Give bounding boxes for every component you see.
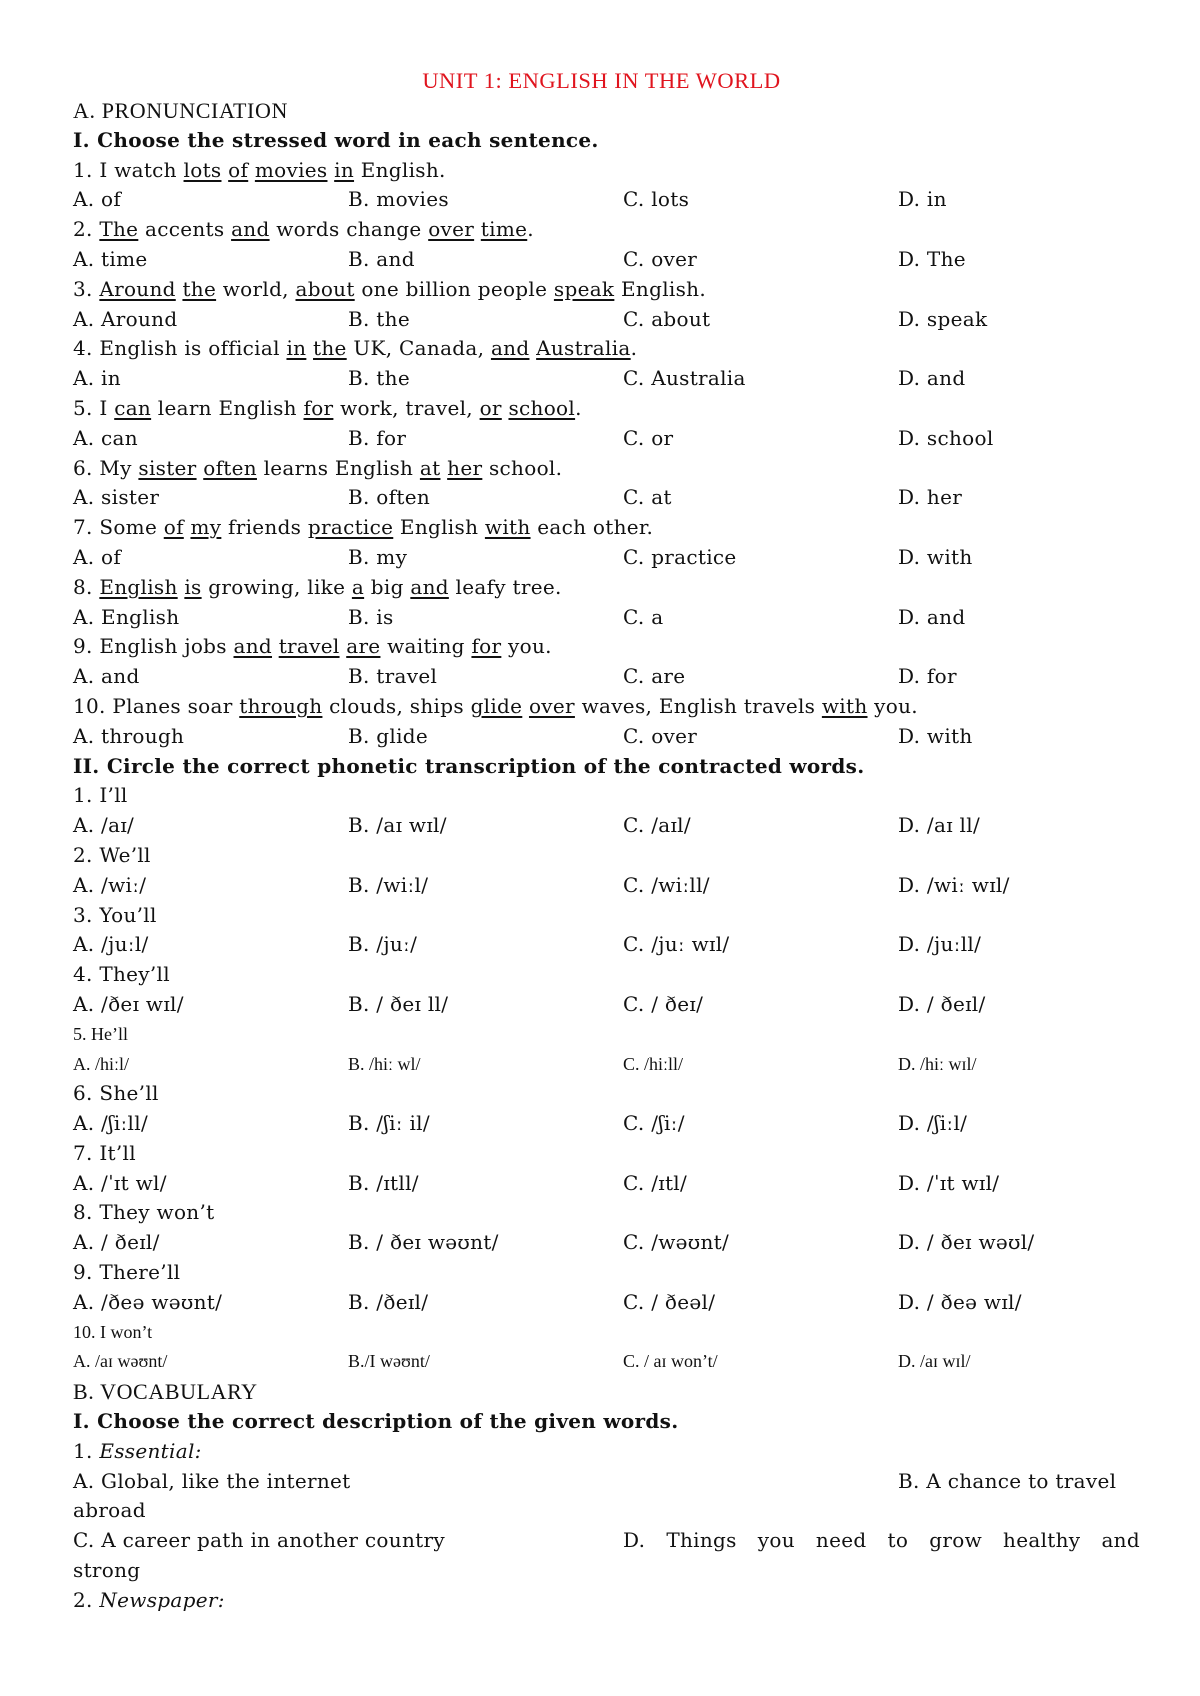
sentence-text: work, travel,: [333, 395, 480, 420]
option-b[interactable]: B. travel: [348, 664, 438, 689]
options-row-3: [73, 305, 1140, 335]
option-b[interactable]: B. and: [348, 246, 415, 271]
option-b[interactable]: B. movies: [348, 187, 449, 212]
question-number: 7.: [73, 515, 100, 540]
vocab-question-1: [73, 1437, 1140, 1467]
option-b[interactable]: B. A chance to travel: [898, 1468, 1117, 1493]
vocab-word: Essential:: [99, 1438, 202, 1463]
option-d[interactable]: D. and: [898, 366, 966, 391]
underlined-word: for: [303, 395, 334, 420]
option-d[interactable]: [623, 1526, 1140, 1556]
sentence-text: English.: [354, 157, 446, 182]
option-a-continued: abroad: [73, 1498, 146, 1523]
option-c[interactable]: C. /wiːll/: [623, 872, 710, 897]
option-b[interactable]: B. often: [348, 485, 431, 510]
sentence-text: English.: [614, 276, 706, 301]
sentence-7: [73, 513, 1140, 543]
sentence-text: learn English: [151, 395, 304, 420]
option-c[interactable]: C. Australia: [623, 366, 746, 391]
underlined-word: glide: [470, 693, 523, 718]
transcription-options-3: [73, 930, 1140, 960]
option-c[interactable]: C. are: [623, 664, 686, 689]
question-number: 10.: [73, 693, 113, 718]
underlined-word: speak: [553, 276, 615, 301]
option-d-word: Things: [666, 1528, 737, 1553]
question-number: 8.: [73, 574, 100, 599]
sentence-text: accents: [138, 217, 232, 242]
underlined-word: or: [479, 395, 502, 420]
contraction-6: 6. She’ll: [73, 1081, 159, 1106]
vocab-word: Newspaper:: [99, 1587, 225, 1612]
option-a[interactable]: A. time: [73, 246, 148, 271]
option-d-word: need: [815, 1528, 867, 1553]
sentence-8: [73, 573, 1140, 603]
option-b[interactable]: B. /wiːl/: [348, 872, 429, 897]
option-b[interactable]: B. the: [348, 306, 410, 331]
option-a[interactable]: A. /ʃiːll/: [73, 1111, 148, 1136]
sentence-text: UK, Canada,: [346, 336, 491, 361]
option-b[interactable]: B. /ɪtll/: [348, 1170, 419, 1195]
underlined-word: and: [410, 574, 449, 599]
option-d[interactable]: D. /wiː wɪl/: [898, 872, 1010, 897]
option-d[interactable]: D. /ʃiːl/: [898, 1111, 968, 1136]
option-d-word: and: [1101, 1528, 1140, 1553]
section-a-heading: A. PRONUNCIATION: [73, 98, 288, 123]
option-d[interactable]: D. /aɪ wɪl/: [898, 1351, 971, 1372]
option-c[interactable]: C. /juː wɪl/: [623, 932, 730, 957]
sentence-text: Some: [99, 515, 164, 540]
part2-heading: II. Circle the correct phonetic transcription of the contracted words.: [73, 753, 865, 778]
option-a[interactable]: A. /wiː/: [73, 872, 147, 897]
option-c[interactable]: C. /aɪl/: [623, 813, 691, 838]
sentence-text: [522, 694, 529, 718]
underlined-word: the: [182, 276, 217, 301]
option-c[interactable]: C. /ɪtl/: [623, 1170, 688, 1195]
question-number: 1.: [73, 157, 100, 182]
sentence-text: you.: [501, 634, 552, 659]
option-c[interactable]: C. / ðeɪ/: [623, 991, 704, 1016]
option-c[interactable]: C. at: [623, 485, 672, 510]
option-b[interactable]: B. / ðeɪ wəʊnt/: [348, 1230, 499, 1255]
underlined-word: practice: [307, 515, 394, 540]
sentence-6: [73, 454, 1140, 484]
part1-heading: I. Choose the stressed word in each sentence.: [73, 127, 599, 152]
sentence-text: words change: [269, 217, 429, 242]
sentence-10: [73, 692, 1140, 722]
option-b[interactable]: B. /aɪ wɪl/: [348, 813, 447, 838]
underlined-word: a: [351, 574, 365, 599]
option-d-word: D.: [623, 1528, 646, 1553]
option-b[interactable]: B./I wəʊnt/: [348, 1351, 430, 1372]
underlined-word: my: [190, 515, 222, 540]
option-d[interactable]: D. / ðeə wɪl/: [898, 1289, 1022, 1314]
question-number: 1.: [73, 1438, 100, 1463]
question-number: 6.: [73, 455, 100, 480]
sentence-text: .: [630, 336, 638, 361]
sentence-text: clouds, ships: [322, 693, 471, 718]
underlined-word: in: [286, 336, 307, 361]
vocab-heading: I. Choose the correct description of the given words.: [73, 1409, 679, 1434]
option-d[interactable]: D. with: [898, 544, 973, 569]
option-c[interactable]: C. /wəʊnt/: [623, 1230, 730, 1255]
options-row-4: [73, 364, 1140, 394]
sentence-2: [73, 215, 1140, 245]
underlined-word: sister: [138, 455, 197, 480]
option-c[interactable]: C. A career path in another country: [73, 1528, 445, 1553]
sentence-text: friends: [221, 515, 308, 540]
underlined-word: with: [821, 693, 868, 718]
underlined-word: over: [428, 217, 475, 242]
transcription-options-8: [73, 1228, 1140, 1258]
transcription-options-10: [73, 1347, 1140, 1377]
option-b[interactable]: B. / ðeɪ ll/: [348, 991, 449, 1016]
option-a[interactable]: A. in: [73, 366, 121, 391]
option-b[interactable]: B. /ðeɪl/: [348, 1289, 429, 1314]
underlined-word: school: [508, 395, 576, 420]
options-row-1: [73, 185, 1140, 215]
contraction-2: 2. We’ll: [73, 842, 151, 867]
underlined-word: and: [490, 336, 530, 361]
sentence-text: waiting: [380, 634, 472, 659]
underlined-word: her: [447, 455, 483, 480]
sentence-text: one billion people: [354, 276, 554, 301]
underlined-word: of: [228, 157, 249, 182]
option-d-continued: strong: [73, 1558, 141, 1583]
option-d[interactable]: D. / ðeɪl/: [898, 991, 986, 1016]
sentence-text: .: [527, 217, 534, 242]
vocab-options-row-1: [73, 1467, 1140, 1497]
sentence-5: [73, 394, 1140, 424]
sentence-text: English is official: [99, 336, 287, 361]
transcription-options-5: [73, 1050, 1140, 1080]
contraction-3: 3. You’ll: [73, 902, 157, 927]
sentence-4: [73, 334, 1140, 364]
options-row-7: [73, 543, 1140, 573]
option-d[interactable]: D. and: [898, 604, 966, 629]
question-number: 3.: [73, 276, 100, 301]
option-d[interactable]: D. school: [898, 425, 994, 450]
transcription-options-1: [73, 811, 1140, 841]
underlined-word: in: [334, 157, 355, 182]
contraction-8: 8. They won’t: [73, 1200, 215, 1225]
contraction-1: 1. I’ll: [73, 783, 128, 808]
vocab-options-row-2: [73, 1526, 1140, 1556]
options-row-2: [73, 245, 1140, 275]
option-c[interactable]: C. about: [623, 306, 711, 331]
option-a[interactable]: A. of: [73, 187, 122, 212]
option-c[interactable]: C. or: [623, 425, 674, 450]
option-d-word: grow: [929, 1528, 982, 1553]
transcription-options-4: [73, 990, 1140, 1020]
sentence-3: [73, 275, 1140, 305]
option-d-word: you: [757, 1528, 795, 1553]
option-a[interactable]: A. sister: [73, 485, 160, 510]
option-a[interactable]: A. /juːl/: [73, 932, 149, 957]
underlined-word: time: [480, 217, 528, 242]
options-row-9: [73, 662, 1140, 692]
option-a[interactable]: A. can: [73, 425, 138, 450]
option-a[interactable]: A. /hiːl/: [73, 1053, 130, 1074]
sentence-text: growing, like: [201, 574, 352, 599]
sentence-text: world,: [216, 276, 296, 301]
sentence-text: English jobs: [99, 634, 234, 659]
contraction-9: 9. There’ll: [73, 1260, 181, 1285]
underlined-word: with: [484, 515, 531, 540]
option-b[interactable]: B. /ʃiː il/: [348, 1111, 430, 1136]
vocab-question-2: [73, 1586, 1140, 1616]
sentence-1: [73, 156, 1140, 186]
part2-questions: [73, 781, 1140, 1377]
sentence-text: .: [575, 395, 582, 420]
underlined-word: for: [471, 634, 502, 659]
options-row-5: [73, 424, 1140, 454]
sentence-text: Planes soar: [112, 693, 240, 718]
section-b-heading: B. VOCABULARY: [73, 1379, 258, 1405]
option-a[interactable]: A. /aɪ/: [73, 813, 135, 838]
transcription-options-7: [73, 1169, 1140, 1199]
sentence-text: leafy tree.: [448, 574, 562, 599]
option-b[interactable]: B. /juː/: [348, 932, 418, 957]
sentence-text: I: [99, 395, 115, 420]
sentence-text: [474, 217, 481, 241]
option-d[interactable]: D. in: [898, 187, 947, 212]
option-a[interactable]: A. / ðeɪl/: [73, 1230, 160, 1255]
transcription-options-6: [73, 1109, 1140, 1139]
page-title: UNIT 1: ENGLISH IN THE WORLD: [422, 68, 781, 93]
sentence-text: My: [99, 455, 139, 480]
option-b[interactable]: B. is: [348, 604, 394, 629]
underlined-word: Australia: [536, 336, 631, 361]
option-a[interactable]: A. English: [73, 604, 180, 629]
option-d[interactable]: D. / ðeɪ wəʊl/: [898, 1230, 1035, 1255]
sentence-text: school.: [482, 455, 563, 480]
option-a[interactable]: A. of: [73, 544, 122, 569]
underlined-word: about: [295, 276, 355, 301]
question-number: 4.: [73, 336, 100, 361]
underlined-word: lots: [183, 157, 222, 182]
option-d[interactable]: D. /juːll/: [898, 932, 982, 957]
underlined-word: and: [231, 217, 270, 242]
option-a[interactable]: A. /ðeɪ wɪl/: [73, 991, 184, 1016]
option-d[interactable]: D. /ˈɪt wɪl/: [898, 1170, 1000, 1195]
contraction-7: 7. It’ll: [73, 1140, 136, 1165]
underlined-word: the: [313, 336, 347, 361]
sentence-text: waves, English travels: [574, 693, 822, 718]
option-a[interactable]: A. /ðeə wəʊnt/: [73, 1289, 223, 1314]
option-d[interactable]: D. speak: [898, 306, 988, 331]
options-row-8: [73, 603, 1140, 633]
transcription-options-2: [73, 871, 1140, 901]
option-d[interactable]: D. The: [898, 246, 966, 271]
sentence-text: learns English: [256, 455, 420, 480]
option-b[interactable]: B. /hiː wl/: [348, 1053, 421, 1074]
option-c[interactable]: C. /ʃiː/: [623, 1111, 685, 1136]
option-a[interactable]: A. /aɪ wəʊnt/: [73, 1351, 168, 1372]
underlined-word: is: [184, 574, 202, 599]
question-number: 2.: [73, 217, 100, 242]
underlined-word: The: [99, 217, 139, 242]
option-d[interactable]: D. with: [898, 723, 973, 748]
contraction-10: 10. I won’t: [73, 1321, 153, 1342]
option-b[interactable]: B. my: [348, 544, 408, 569]
sentence-text: I watch: [99, 157, 184, 182]
underlined-word: over: [528, 693, 575, 718]
sentence-text: English: [393, 515, 485, 540]
option-d[interactable]: D. for: [898, 664, 957, 689]
option-b[interactable]: B. for: [348, 425, 407, 450]
option-c[interactable]: C. over: [623, 723, 698, 748]
options-row-10: [73, 722, 1140, 752]
option-a[interactable]: A. through: [73, 723, 185, 748]
option-c[interactable]: C. lots: [623, 187, 690, 212]
option-d[interactable]: D. /hiː wɪl/: [898, 1053, 977, 1074]
question-number: 2.: [73, 1587, 100, 1612]
option-d-word: to: [887, 1528, 909, 1553]
option-d-word: healthy: [1003, 1528, 1081, 1553]
underlined-word: movies: [254, 157, 328, 182]
option-a[interactable]: A. and: [73, 664, 140, 689]
option-c[interactable]: C. a: [623, 604, 664, 629]
contraction-5: 5. He’ll: [73, 1023, 128, 1044]
option-a[interactable]: A. Around: [73, 306, 178, 331]
underlined-word: of: [163, 515, 184, 540]
sentence-text: big: [364, 574, 411, 599]
sentence-text: each other.: [530, 515, 654, 540]
option-c[interactable]: C. / ðeəl/: [623, 1289, 716, 1314]
sentence-text: you.: [867, 693, 918, 718]
option-c[interactable]: C. /hiːll/: [623, 1053, 684, 1074]
option-a[interactable]: A. /ˈɪt wl/: [73, 1170, 167, 1195]
sentence-text: [272, 634, 279, 658]
underlined-word: are: [346, 634, 381, 659]
question-number: 5.: [73, 395, 100, 420]
option-d[interactable]: D. /aɪ ll/: [898, 813, 980, 838]
underlined-word: often: [203, 455, 257, 480]
underlined-word: through: [239, 693, 323, 718]
option-c[interactable]: C. over: [623, 246, 698, 271]
contraction-4: 4. They’ll: [73, 962, 170, 987]
underlined-word: and: [233, 634, 273, 659]
underlined-word: Around: [99, 276, 176, 301]
part1-questions: [73, 156, 1140, 752]
underlined-word: English: [99, 574, 178, 599]
underlined-word: travel: [278, 634, 340, 659]
sentence-9: [73, 632, 1140, 662]
option-a[interactable]: A. Global, like the internet: [73, 1468, 351, 1493]
underlined-word: can: [114, 395, 152, 420]
option-b[interactable]: B. glide: [348, 723, 429, 748]
sentence-text: [248, 158, 255, 182]
option-d[interactable]: D. her: [898, 485, 963, 510]
options-row-6: [73, 483, 1140, 513]
option-c[interactable]: C. practice: [623, 544, 737, 569]
option-c[interactable]: C. / aɪ won’t/: [623, 1351, 718, 1372]
transcription-options-9: [73, 1288, 1140, 1318]
underlined-word: at: [419, 455, 441, 480]
option-b[interactable]: B. the: [348, 366, 410, 391]
question-number: 9.: [73, 634, 100, 659]
